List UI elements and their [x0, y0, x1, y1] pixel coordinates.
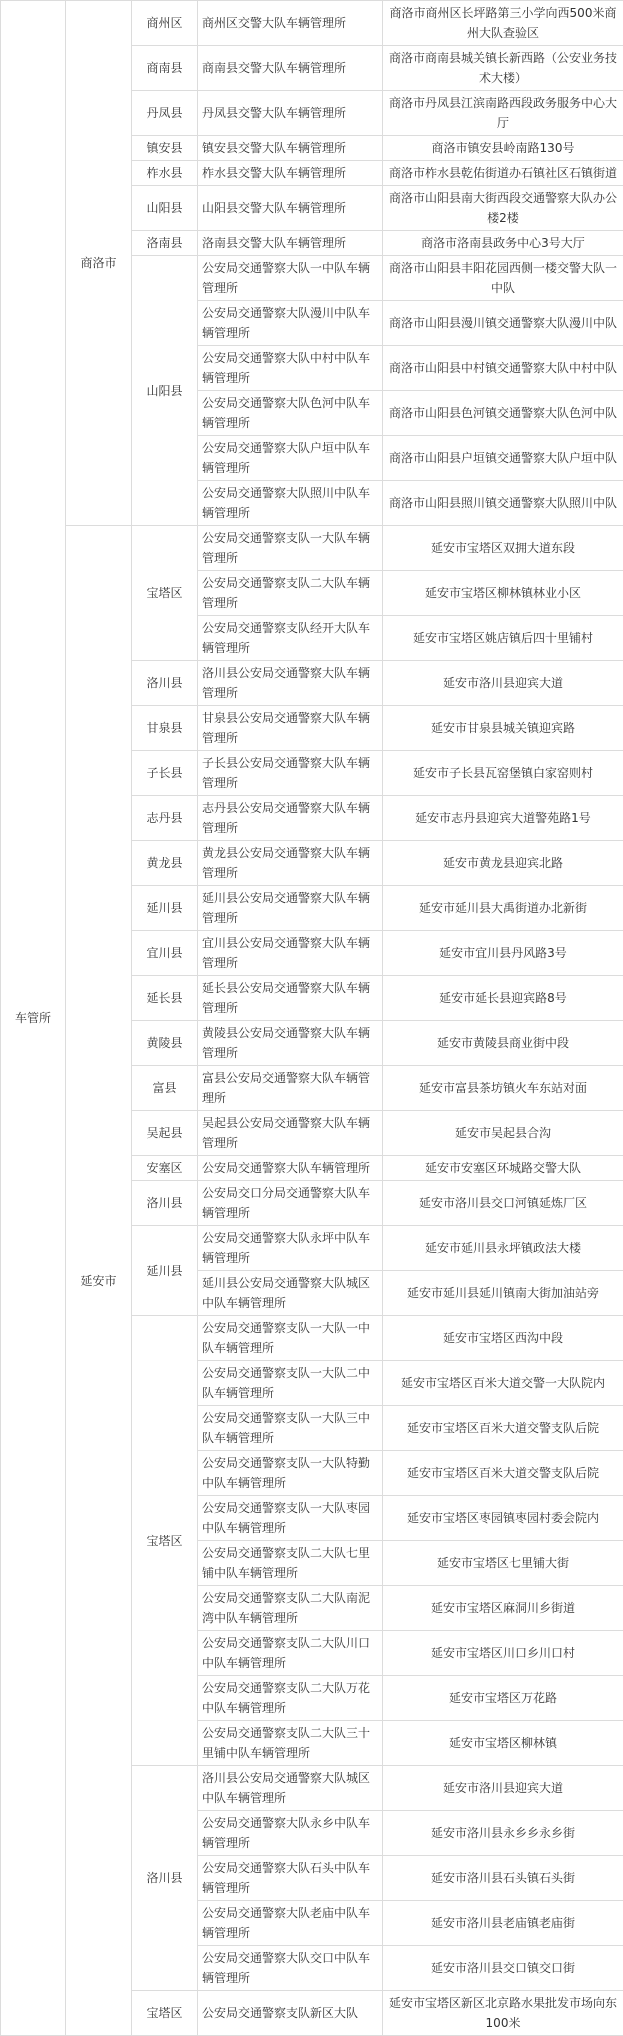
office-address-cell: 延安市宝塔区麻洞川乡街道 [383, 1586, 623, 1631]
office-address-cell: 延安市宝塔区百米大道交警支队后院 [383, 1406, 623, 1451]
office-name-cell: 公安局交通警察大队老庙中队车辆管理所 [198, 1901, 383, 1946]
office-name-cell: 公安局交通警察支队二大队三十里铺中队车辆管理所 [198, 1721, 383, 1766]
office-address-cell: 延安市宝塔区柳林镇 [383, 1721, 623, 1766]
office-address-cell: 延安市宝塔区七里铺大街 [383, 1541, 623, 1586]
office-name-cell: 公安局交通警察大队色河中队车辆管理所 [198, 391, 383, 436]
office-address-cell: 延安市宝塔区枣园镇枣园村委会院内 [383, 1496, 623, 1541]
office-name-cell: 公安局交通警察支队一大队车辆管理所 [198, 526, 383, 571]
office-name-cell: 公安局交通警察大队永乡中队车辆管理所 [198, 1811, 383, 1856]
county-cell: 镇安县 [132, 136, 198, 161]
city-cell: 延安市 [66, 526, 132, 2036]
office-address-cell: 延安市吴起县合沟 [383, 1111, 623, 1156]
office-address-cell: 商洛市山阳县色河镇交通警察大队色河中队 [383, 391, 623, 436]
office-address-cell: 延安市洛川县老庙镇老庙街 [383, 1901, 623, 1946]
office-name-cell: 延川县公安局交通警察大队城区中队车辆管理所 [198, 1271, 383, 1316]
office-name-cell: 洛南县交警大队车辆管理所 [198, 231, 383, 256]
office-address-cell: 延安市宝塔区万花路 [383, 1676, 623, 1721]
office-name-cell: 公安局交通警察大队石头中队车辆管理所 [198, 1856, 383, 1901]
office-name-cell: 洛川县公安局交通警察大队城区中队车辆管理所 [198, 1766, 383, 1811]
office-address-cell: 商洛市山阳县中村镇交通警察大队中村中队 [383, 346, 623, 391]
office-name-cell: 丹凤县交警大队车辆管理所 [198, 91, 383, 136]
office-address-cell: 商洛市商州区长坪路第三小学向西500米商州大队查验区 [383, 1, 623, 46]
county-cell: 延长县 [132, 976, 198, 1021]
office-name-cell: 公安局交通警察支队二大队南泥湾中队车辆管理所 [198, 1586, 383, 1631]
office-address-cell: 延安市延川县大禹街道办北新街 [383, 886, 623, 931]
office-name-cell: 黄陵县公安局交通警察大队车辆管理所 [198, 1021, 383, 1066]
office-name-cell: 黄龙县公安局交通警察大队车辆管理所 [198, 841, 383, 886]
county-cell: 山阳县 [132, 256, 198, 526]
office-name-cell: 公安局交通警察大队户垣中队车辆管理所 [198, 436, 383, 481]
office-address-cell: 延安市延长县迎宾路8号 [383, 976, 623, 1021]
category-cell: 车管所 [1, 1, 66, 2036]
office-name-cell: 商南县交警大队车辆管理所 [198, 46, 383, 91]
office-address-cell: 延安市宝塔区百米大道交警一大队院内 [383, 1361, 623, 1406]
county-cell: 洛川县 [132, 1181, 198, 1226]
office-address-cell: 延安市子长县瓦窑堡镇白家窑则村 [383, 751, 623, 796]
office-address-cell: 商洛市镇安县岭南路130号 [383, 136, 623, 161]
office-address-cell: 商洛市山阳县丰阳花园西侧一楼交警大队一中队 [383, 256, 623, 301]
county-cell: 洛川县 [132, 1766, 198, 1991]
city-cell: 商洛市 [66, 1, 132, 526]
office-name-cell: 公安局交通警察支队一大队枣园中队车辆管理所 [198, 1496, 383, 1541]
office-name-cell: 公安局交通警察大队交口中队车辆管理所 [198, 1946, 383, 1991]
office-name-cell: 富县公安局交通警察大队车辆管理所 [198, 1066, 383, 1111]
county-cell: 宜川县 [132, 931, 198, 976]
office-address-cell: 商洛市洛南县政务中心3号大厅 [383, 231, 623, 256]
office-address-cell: 延安市洛川县迎宾大道 [383, 661, 623, 706]
office-name-cell: 柞水县交警大队车辆管理所 [198, 161, 383, 186]
county-cell: 志丹县 [132, 796, 198, 841]
office-address-cell: 延安市延川县永坪镇政法大楼 [383, 1226, 623, 1271]
county-cell: 黄龙县 [132, 841, 198, 886]
office-address-cell: 商洛市商南县城关镇长新西路（公安业务技术大楼） [383, 46, 623, 91]
office-name-cell: 山阳县交警大队车辆管理所 [198, 186, 383, 231]
office-name-cell: 延长县公安局交通警察大队车辆管理所 [198, 976, 383, 1021]
office-address-cell: 商洛市山阳县照川镇交通警察大队照川中队 [383, 481, 623, 526]
office-address-cell: 延安市安塞区环城路交警大队 [383, 1156, 623, 1181]
office-address-cell: 延安市宝塔区川口乡川口村 [383, 1631, 623, 1676]
office-name-cell: 公安局交通警察大队一中队车辆管理所 [198, 256, 383, 301]
county-cell: 宝塔区 [132, 526, 198, 661]
county-cell: 宝塔区 [132, 1991, 198, 2036]
office-name-cell: 志丹县公安局交通警察大队车辆管理所 [198, 796, 383, 841]
office-name-cell: 子长县公安局交通警察大队车辆管理所 [198, 751, 383, 796]
office-name-cell: 公安局交通警察支队一大队一中队车辆管理所 [198, 1316, 383, 1361]
office-name-cell: 公安局交通警察支队二大队川口中队车辆管理所 [198, 1631, 383, 1676]
office-name-cell: 洛川县公安局交通警察大队车辆管理所 [198, 661, 383, 706]
county-cell: 延川县 [132, 1226, 198, 1316]
office-name-cell: 镇安县交警大队车辆管理所 [198, 136, 383, 161]
office-address-cell: 延安市洛川县永乡乡永乡街 [383, 1811, 623, 1856]
office-name-cell: 公安局交通警察支队经开大队车辆管理所 [198, 616, 383, 661]
county-cell: 吴起县 [132, 1111, 198, 1156]
office-address-cell: 延安市洛川县石头镇石头街 [383, 1856, 623, 1901]
office-name-cell: 甘泉县公安局交通警察大队车辆管理所 [198, 706, 383, 751]
office-address-cell: 延安市黄陵县商业街中段 [383, 1021, 623, 1066]
county-cell: 富县 [132, 1066, 198, 1111]
office-address-cell: 延安市宜川县丹风路3号 [383, 931, 623, 976]
office-name-cell: 公安局交通警察支队二大队七里铺中队车辆管理所 [198, 1541, 383, 1586]
office-name-cell: 公安局交通警察大队照川中队车辆管理所 [198, 481, 383, 526]
office-address-cell: 延安市宝塔区百米大道交警支队后院 [383, 1451, 623, 1496]
table-row [1, 526, 623, 571]
county-cell: 丹凤县 [132, 91, 198, 136]
county-cell: 洛南县 [132, 231, 198, 256]
office-address-cell: 商洛市山阳县南大街西段交通警察大队办公楼2楼 [383, 186, 623, 231]
office-address-cell: 延安市洛川县迎宾大道 [383, 1766, 623, 1811]
office-name-cell: 宜川县公安局交通警察大队车辆管理所 [198, 931, 383, 976]
office-address-cell: 延安市洛川县交口镇交口街 [383, 1946, 623, 1991]
office-address-cell: 商洛市山阳县漫川镇交通警察大队漫川中队 [383, 301, 623, 346]
office-address-cell: 延安市黄龙县迎宾北路 [383, 841, 623, 886]
office-address-cell: 延安市延川县延川镇南大街加油站旁 [383, 1271, 623, 1316]
office-address-cell: 延安市宝塔区新区北京路水果批发市场向东100米 [383, 1991, 623, 2036]
office-name-cell: 公安局交通警察支队一大队特勤中队车辆管理所 [198, 1451, 383, 1496]
office-name-cell: 公安局交通警察支队一大队二中队车辆管理所 [198, 1361, 383, 1406]
office-name-cell: 延川县公安局交通警察大队车辆管理所 [198, 886, 383, 931]
county-cell: 宝塔区 [132, 1316, 198, 1766]
office-name-cell: 公安局交通警察大队中村中队车辆管理所 [198, 346, 383, 391]
office-name-cell: 公安局交通警察大队车辆管理所 [198, 1156, 383, 1181]
county-cell: 安塞区 [132, 1156, 198, 1181]
office-address-cell: 商洛市柞水县乾佑街道办石镇社区石镇街道 [383, 161, 623, 186]
office-address-cell: 延安市富县茶坊镇火车东站对面 [383, 1066, 623, 1111]
office-name-cell: 公安局交通警察支队一大队三中队车辆管理所 [198, 1406, 383, 1451]
office-address-cell: 延安市宝塔区西沟中段 [383, 1316, 623, 1361]
office-address-cell: 延安市洛川县交口河镇延炼厂区 [383, 1181, 623, 1226]
county-cell: 子长县 [132, 751, 198, 796]
office-name-cell: 公安局交通警察支队新区大队 [198, 1991, 383, 2036]
office-name-cell: 公安局交通警察大队永坪中队车辆管理所 [198, 1226, 383, 1271]
county-cell: 延川县 [132, 886, 198, 931]
office-name-cell: 公安局交口分局交通警察大队车辆管理所 [198, 1181, 383, 1226]
office-name-cell: 公安局交通警察支队二大队万花中队车辆管理所 [198, 1676, 383, 1721]
office-address-cell: 延安市宝塔区姚店镇后四十里铺村 [383, 616, 623, 661]
office-name-cell: 吴起县公安局交通警察大队车辆管理所 [198, 1111, 383, 1156]
table-row [1, 1, 623, 46]
county-cell: 洛川县 [132, 661, 198, 706]
office-address-cell: 延安市甘泉县城关镇迎宾路 [383, 706, 623, 751]
county-cell: 黄陵县 [132, 1021, 198, 1066]
office-name-cell: 公安局交通警察支队二大队车辆管理所 [198, 571, 383, 616]
office-name-cell: 公安局交通警察大队漫川中队车辆管理所 [198, 301, 383, 346]
office-address-cell: 延安市宝塔区双拥大道东段 [383, 526, 623, 571]
county-cell: 商州区 [132, 1, 198, 46]
office-address-cell: 延安市宝塔区柳林镇林业小区 [383, 571, 623, 616]
office-name-cell: 商州区交警大队车辆管理所 [198, 1, 383, 46]
county-cell: 商南县 [132, 46, 198, 91]
office-address-cell: 延安市志丹县迎宾大道警苑路1号 [383, 796, 623, 841]
county-cell: 甘泉县 [132, 706, 198, 751]
office-address-cell: 商洛市山阳县户垣镇交通警察大队户垣中队 [383, 436, 623, 481]
county-cell: 柞水县 [132, 161, 198, 186]
office-address-cell: 商洛市丹凤县江滨南路西段政务服务中心大厅 [383, 91, 623, 136]
county-cell: 山阳县 [132, 186, 198, 231]
